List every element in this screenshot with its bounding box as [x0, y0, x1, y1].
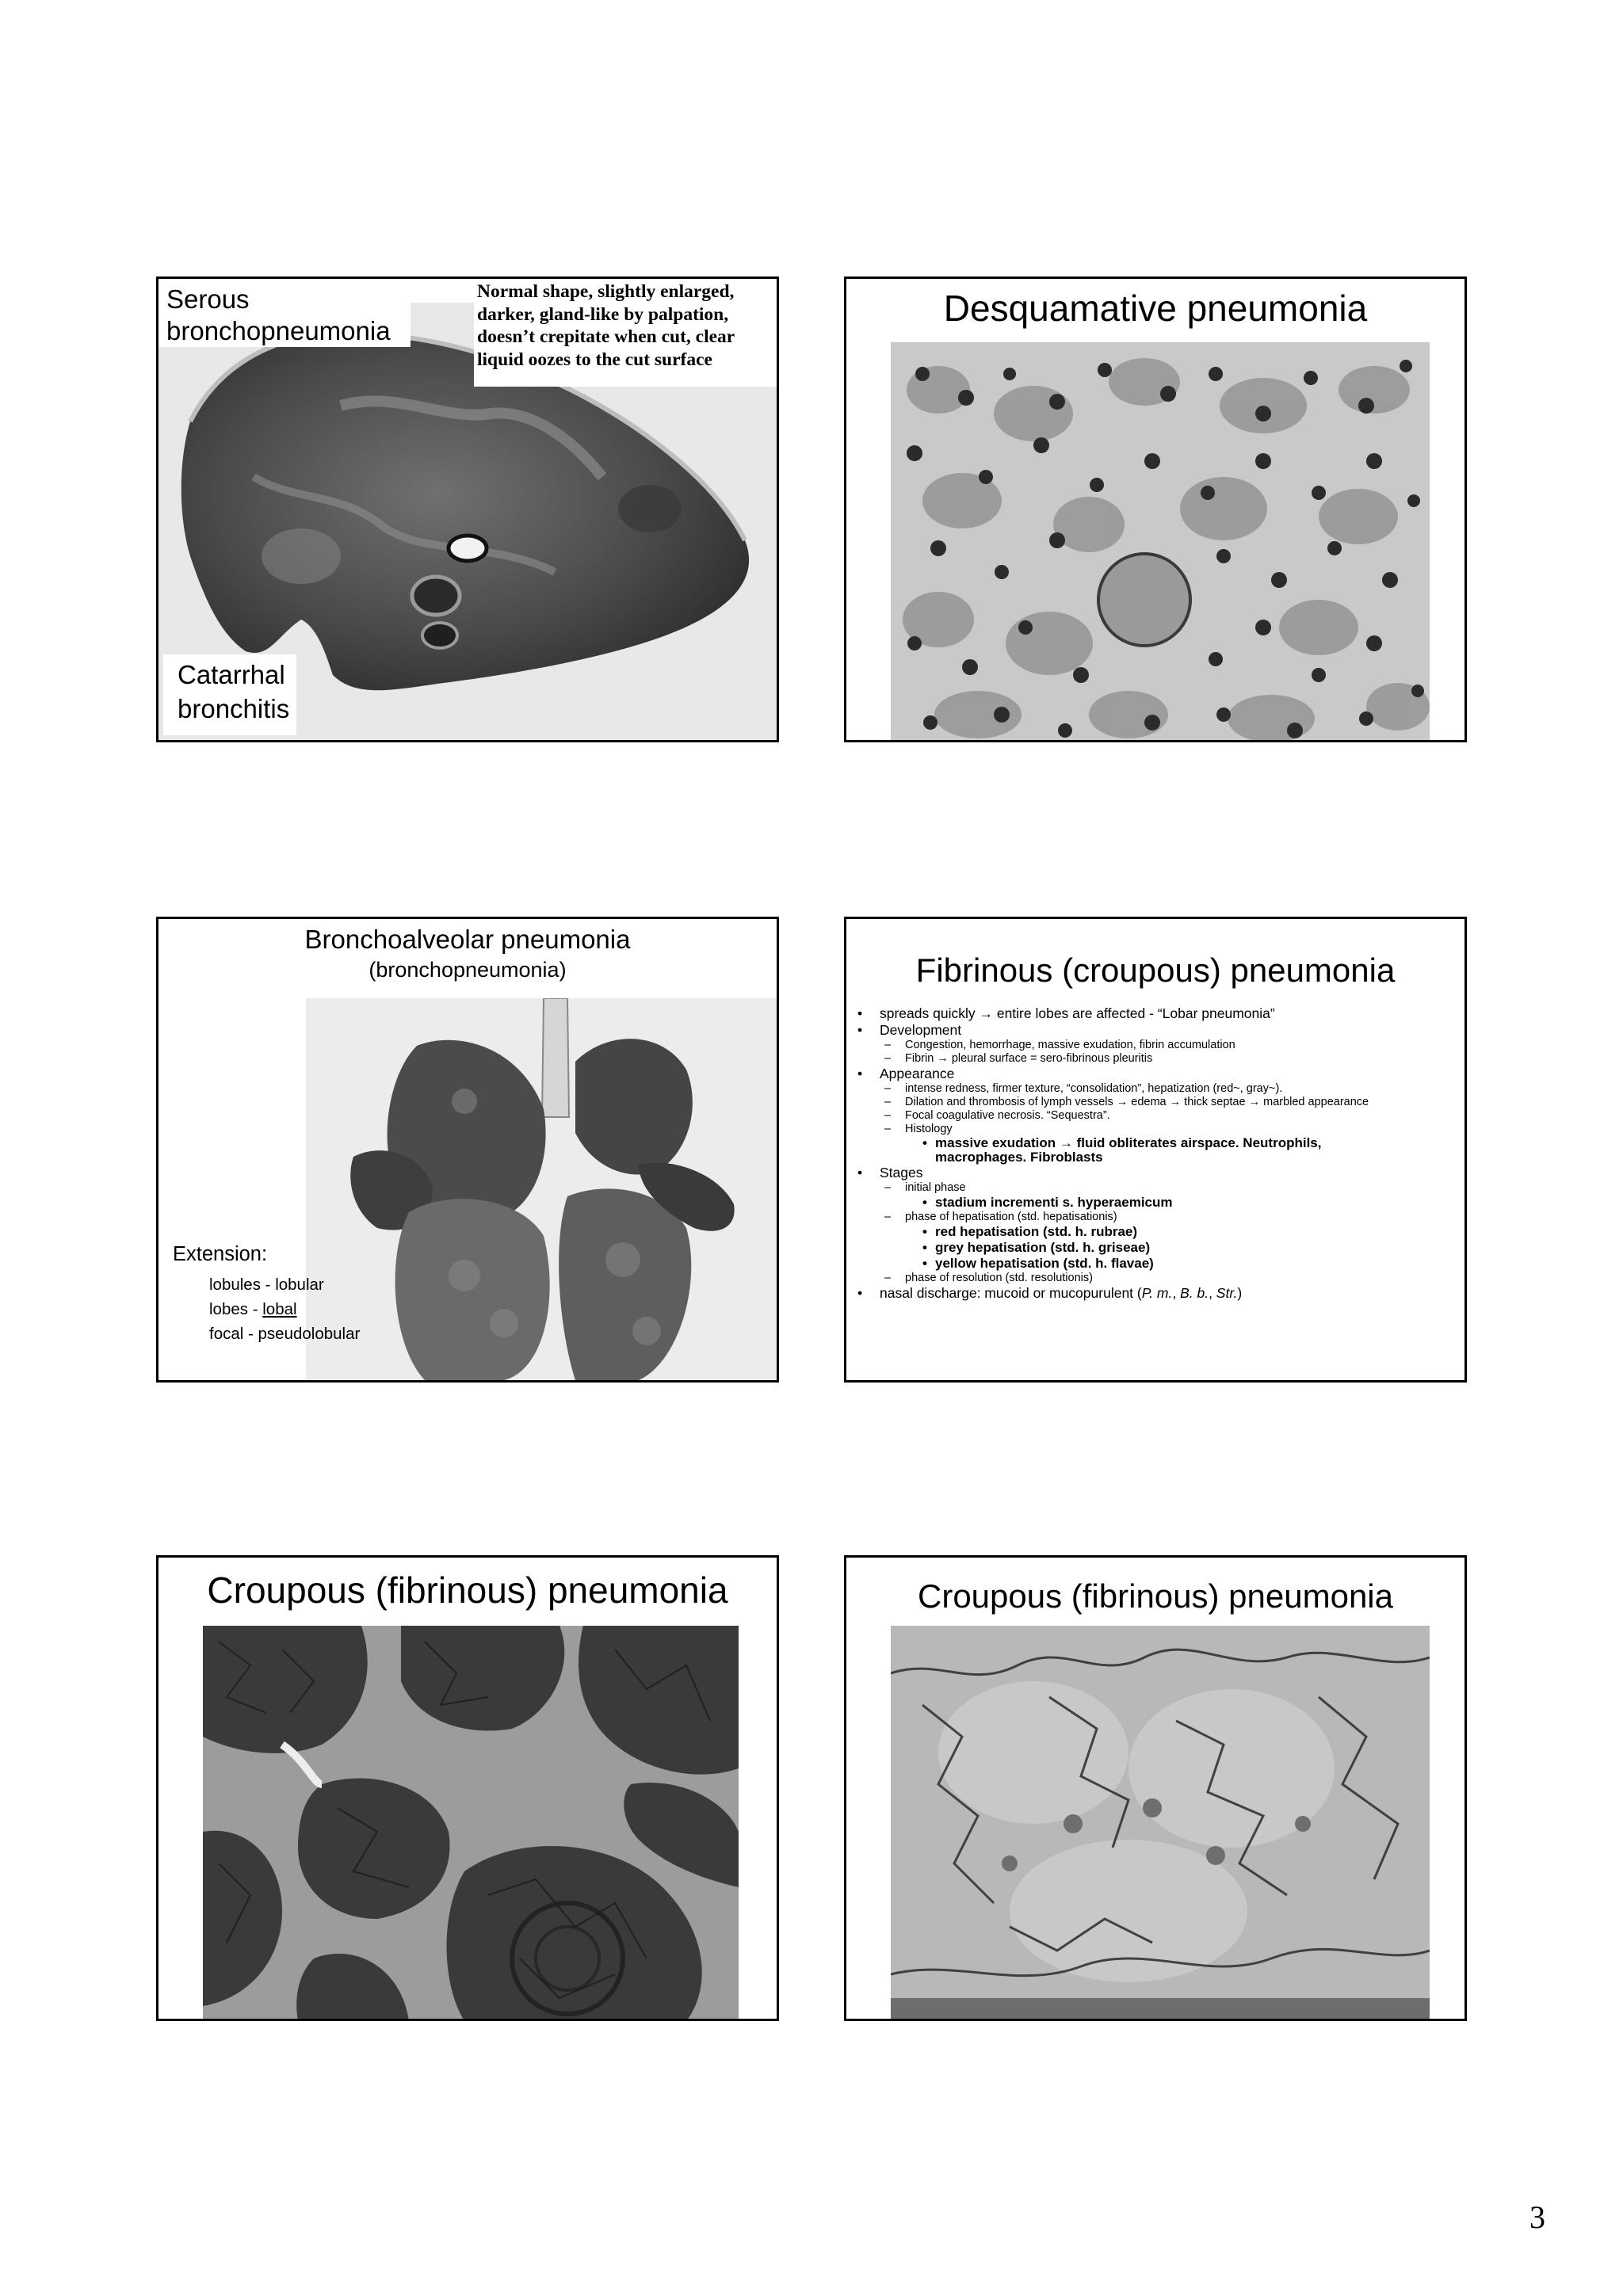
sub-bullet-item: – phase of hepatisation (std. hepatisationis): [856, 1211, 1458, 1224]
sub-sub-bullet-item: • stadium incrementi s. hyperaemicum: [856, 1195, 1458, 1211]
extension-heading: Extension:: [173, 1243, 268, 1265]
extension-item: lobules - lobular: [209, 1276, 324, 1294]
title-line: Serous: [166, 284, 250, 314]
description-line: doesn’t crepitate when cut, clear: [477, 326, 735, 347]
bullet-item: • nasal discharge: mucoid or mucopurulent (P. m., B. b., Str.): [856, 1285, 1458, 1302]
sub-bullet-item: – Focal coagulative necrosis. “Sequestra”.: [856, 1109, 1458, 1123]
sub-bullet-item: – initial phase: [856, 1181, 1458, 1195]
description-line: Normal shape, slightly enlarged,: [477, 281, 735, 302]
sub-bullet-item: – Dilation and thrombosis of lymph vessels → edema → thick septae → marbled appearance: [856, 1096, 1412, 1109]
bullet-list: [856, 1005, 1458, 1302]
bullet-item: • spreads quickly → entire lobes are affected - “Lobar pneumonia”: [856, 1005, 1458, 1022]
slide-title: Desquamative pneumonia: [943, 288, 1368, 329]
sub-bullet-item: – Histology: [856, 1123, 1458, 1136]
page-number: 3: [1529, 2199, 1545, 2235]
extension-list: [209, 1272, 360, 1346]
slide-title: [166, 284, 391, 347]
slide-croupous-pneumonia-2: [844, 1555, 1467, 2021]
fibrin-network-micrograph: [891, 1626, 1430, 2021]
slide-title: Croupous (fibrinous) pneumonia: [207, 1569, 728, 1611]
title-line: bronchopneumonia: [166, 316, 391, 345]
lungs-trachea-photo: [306, 998, 777, 1380]
bullet-item: • Development: [856, 1022, 1458, 1039]
sub-sub-bullet-item: • massive exudation → fluid obliterates airspace. Neutrophils, macrophages. Fibroblasts: [856, 1136, 1379, 1165]
bullet-item: • Stages: [856, 1165, 1458, 1181]
sub-sub-bullet-item: • grey hepatisation (std. h. griseae): [856, 1240, 1458, 1256]
sub-sub-bullet-item: • yellow hepatisation (std. h. flavae): [856, 1256, 1458, 1272]
slide-serous-bronchopneumonia: [156, 277, 779, 742]
bottom-label: [178, 658, 289, 726]
slide-description: [477, 280, 735, 371]
sub-bullet-item: – intense redness, firmer texture, “consolidation”, hepatization (red~, gray~).: [856, 1082, 1458, 1096]
slide-bronchoalveolar-pneumonia: [156, 917, 779, 1383]
histology-micrograph: [891, 342, 1430, 742]
slide-desquamative-pneumonia: [844, 277, 1467, 742]
fibrin-stain-micrograph: [203, 1626, 739, 2021]
slide-title: Bronchoalveolar pneumonia: [304, 925, 631, 954]
description-line: liquid oozes to the cut surface: [477, 349, 712, 370]
slide-title: Fibrinous (croupous) pneumonia: [915, 952, 1396, 989]
sub-sub-bullet-item: • red hepatisation (std. h. rubrae): [856, 1224, 1458, 1240]
label-line: bronchitis: [178, 694, 290, 723]
slide-title: Croupous (fibrinous) pneumonia: [918, 1577, 1393, 1615]
bullet-item: • Appearance: [856, 1066, 1458, 1082]
description-line: darker, gland-like by palpation,: [477, 303, 729, 325]
sub-bullet-item: – Fibrin → pleural surface = sero-fibrinous pleuritis: [856, 1052, 1458, 1066]
extension-item: lobes - lobal: [209, 1300, 297, 1318]
slide-subtitle: (bronchopneumonia): [369, 958, 567, 982]
sub-bullet-item: – phase of resolution (std. resolutionis): [856, 1272, 1458, 1285]
slide-croupous-pneumonia-1: [156, 1555, 779, 2021]
sub-bullet-item: – Congestion, hemorrhage, massive exudation, fibrin accumulation: [856, 1039, 1458, 1052]
extension-item: focal - pseudolobular: [209, 1325, 361, 1343]
label-line: Catarrhal: [178, 660, 285, 689]
slide-fibrinous-pneumonia: [844, 917, 1467, 1383]
